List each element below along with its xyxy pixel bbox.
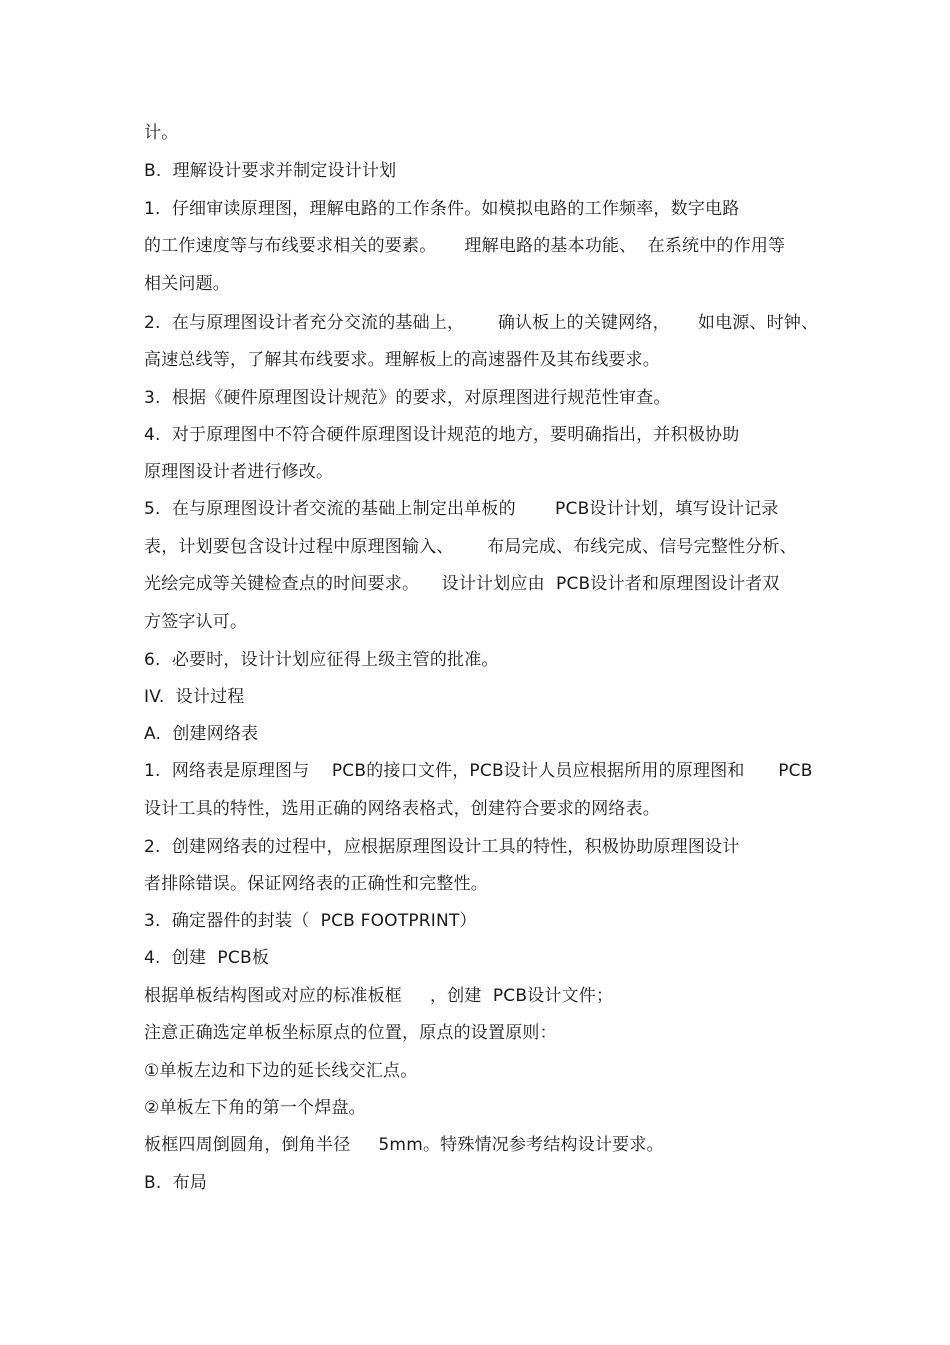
text-line: 5. 在与原理图设计者交流的基础上制定出单板的 PCB设计计划，填写设计记录 bbox=[144, 499, 779, 519]
text-line: 计。 bbox=[144, 123, 179, 143]
text-line: 相关问题。 bbox=[144, 274, 230, 294]
text-line: 高速总线等，了解其布线要求。理解板上的高速器件及其布线要求。 bbox=[144, 350, 660, 370]
text-line: 2. 创建网络表的过程中，应根据原理图设计工具的特性，积极协助原理图设计 bbox=[144, 837, 740, 857]
text-line: 光绘完成等关键检查点的时间要求。 设计计划应由 PCB设计者和原理图设计者双 bbox=[144, 574, 780, 594]
text-line: 原理图设计者进行修改。 bbox=[144, 462, 334, 482]
text-line: 1. 仔细审读原理图，理解电路的工作条件。如模拟电路的工作频率，数字电路 bbox=[144, 199, 740, 219]
text-line: ①单板左边和下边的延长线交汇点。 bbox=[144, 1061, 418, 1081]
section-heading: A. 创建网络表 bbox=[144, 724, 259, 744]
text-line: 4. 创建 PCB板 bbox=[144, 948, 270, 968]
text-line: 者排除错误。保证网络表的正确性和完整性。 bbox=[144, 874, 488, 894]
text-line: 板框四周倒圆角，倒角半径 5mm。特殊情况参考结构设计要求。 bbox=[144, 1135, 664, 1155]
text-line: 方签字认可。 bbox=[144, 612, 248, 632]
text-line: 4. 对于原理图中不符合硬件原理图设计规范的地方，要明确指出，并积极协助 bbox=[144, 425, 740, 445]
text-line: 设计工具的特性，选用正确的网络表格式，创建符合要求的网络表。 bbox=[144, 799, 660, 819]
text-line: ②单板左下角的第一个焊盘。 bbox=[144, 1098, 366, 1118]
section-heading: B. 理解设计要求并制定设计计划 bbox=[144, 161, 397, 181]
text-line: 注意正确选定单板坐标原点的位置，原点的设置原则： bbox=[144, 1023, 557, 1043]
text-line: 3. 确定器件的封装（ PCB FOOTPRINT） bbox=[144, 911, 477, 931]
text-line: 根据单板结构图或对应的标准板框 ，创建 PCB设计文件； bbox=[144, 986, 614, 1006]
text-line: 3. 根据《硬件原理图设计规范》的要求，对原理图进行规范性审查。 bbox=[144, 388, 671, 408]
section-heading: B. 布局 bbox=[144, 1173, 208, 1193]
section-heading: IV. 设计过程 bbox=[144, 687, 245, 707]
text-line: 6. 必要时，设计计划应征得上级主管的批准。 bbox=[144, 650, 499, 670]
text-line: 的工作速度等与布线要求相关的要素。 理解电路的基本功能、 在系统中的作用等 bbox=[144, 236, 786, 256]
text-line: 1. 网络表是原理图与 PCB的接口文件，PCB设计人员应根据所用的原理图和 PCB bbox=[144, 761, 813, 781]
text-line: 表，计划要包含设计过程中原理图输入、 布局完成、布线完成、信号完整性分析、 bbox=[144, 537, 797, 557]
text-line: 2. 在与原理图设计者充分交流的基础上， 确认板上的关键网络， 如电源、时钟、 bbox=[144, 313, 819, 333]
